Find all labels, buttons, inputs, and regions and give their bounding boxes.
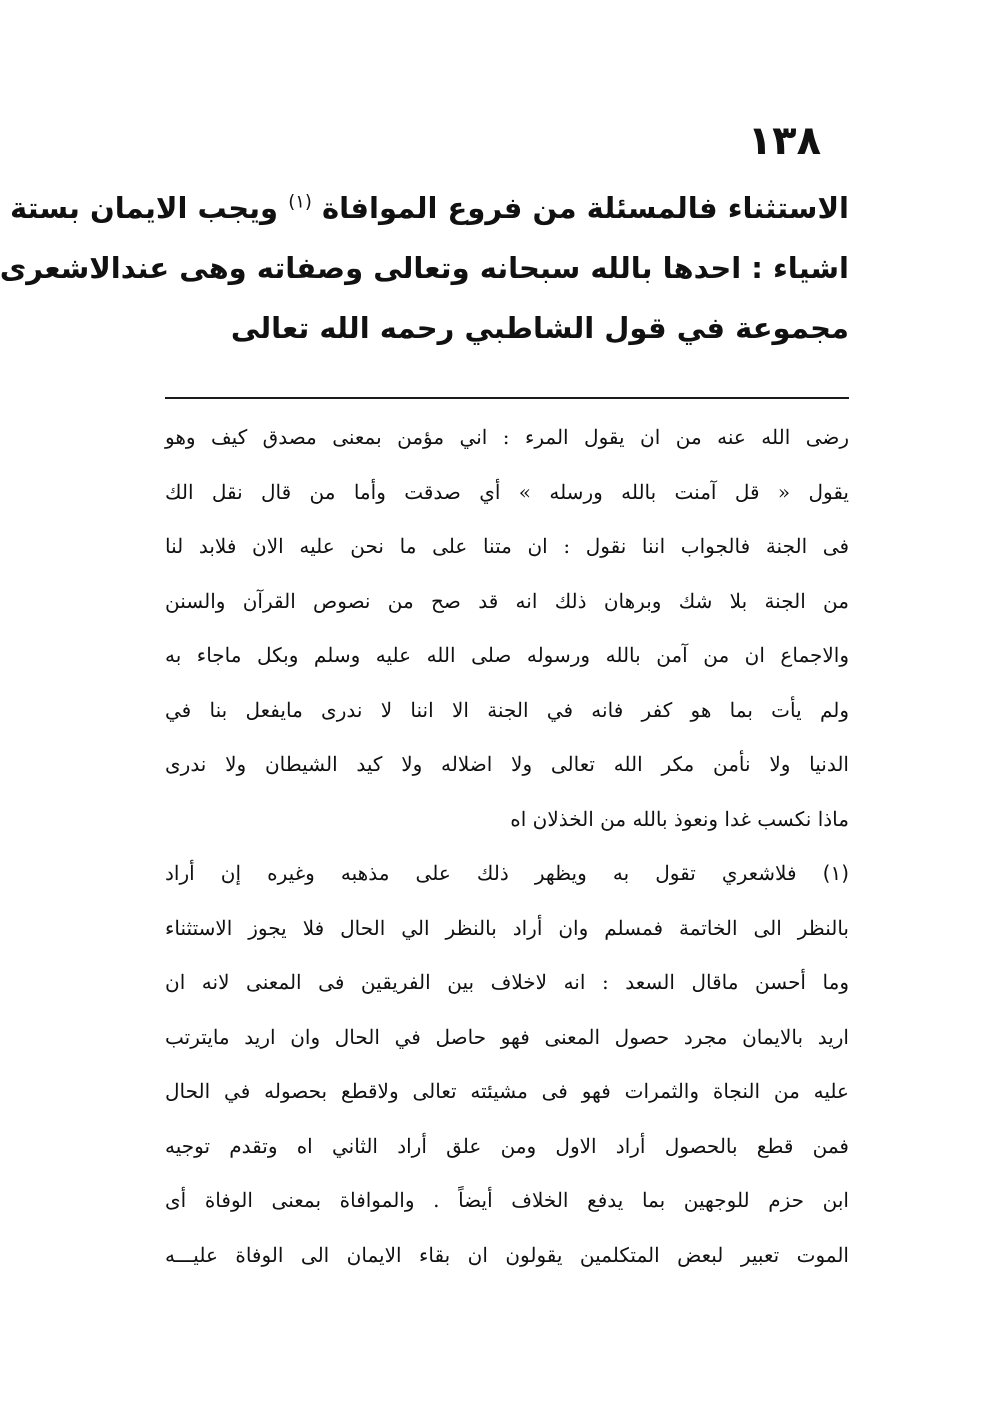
commentary-line-5: والاجماع ان من آمن بالله ورسوله صلى الله عليه وسلم وبكل ماجاء به: [165, 643, 849, 667]
footnote-line-2: بالنظر الى الخاتمة فمسلم وان أراد بالنظر الي الحال فلا يجوز الاستثناء: [165, 915, 849, 940]
main-text-line-3: مجموعة في قول الشاطبي رحمه الله تعالى: [230, 311, 849, 345]
footnote-line-3: وما أحسن ماقال السعد : انه لاخلاف بين الفريقين فى المعنى لانه ان: [165, 970, 849, 994]
main-text-line-1-start: الاستثناء فالمسئلة من فروع الموافاة: [322, 191, 849, 225]
footnote-line-1-text: فلاشعري تقول به ويظهر ذلك على مذهبه وغيره إن أراد: [165, 861, 797, 885]
commentary-line-1: رضى الله عنه من ان يقول المرء : اني مؤمن بمعنى مصدق كيف وهو: [165, 425, 849, 449]
page-number: ١٣٨: [747, 118, 821, 164]
main-text-line-1: [10, 178, 849, 238]
notes-block: [165, 410, 849, 1282]
footnote-line-7: ابن حزم للوجهين بما يدفع الخلاف أيضاً . والموافاة بمعنى الوفاة أى: [165, 1188, 849, 1212]
footnote-line-8: الموت تعبير لبعض المتكلمين يقولون ان بقاء الايمان الى الوفاة عليـــه: [165, 1242, 849, 1267]
main-text-line-1-end: ويجب الايمان بستة: [10, 191, 279, 225]
commentary-line-4: من الجنة بلا شك وبرهان ذلك انه قد صح من نصوص القرآن والسنن: [165, 588, 849, 613]
footnote-line-1: [165, 846, 849, 901]
commentary-line-6: ولم يأت بما هو كفر فانه في الجنة الا اننا لا ندرى مايفعل بنا في: [165, 697, 849, 722]
commentary-line-7: الدنيا ولا نأمن مكر الله تعالى ولا اضلاله ولا كيد الشيطان ولا ندرى: [165, 752, 849, 776]
main-text-block: [0, 178, 849, 358]
footnote-line-6: فمن قطع بالحصول أراد الاول ومن علق أراد الثاني اه وتقدم توجيه: [165, 1133, 849, 1158]
footnote-separator: [165, 397, 849, 399]
commentary-line-2: يقول « قل آمنت بالله ورسله » أي صدقت وأما من قال نقل الك: [165, 479, 849, 504]
commentary-line-8: ماذا نكسب غدا ونعوذ بالله من الخذلان اه: [510, 806, 849, 831]
footnote-line-5: عليه من النجاة والثمرات فهو فى مشيئته تعالى ولاقطع بحصوله في الحال: [165, 1079, 849, 1103]
commentary-line-3: فى الجنة فالجواب اننا نقول : ان متنا على ما نحن عليه الان فلابد لنا: [165, 534, 849, 558]
footnote-line-4: اريد بالايمان مجرد حصول المعنى فهو حاصل في الحال وان اريد مايترتب: [165, 1024, 849, 1049]
footnote-number: (١): [822, 861, 850, 885]
main-text-line-2: اشياء : احدها بالله سبحانه وتعالى وصفاته وهى عندالاشعرى: [0, 251, 849, 285]
footnote-reference-marker: (١): [288, 191, 312, 213]
